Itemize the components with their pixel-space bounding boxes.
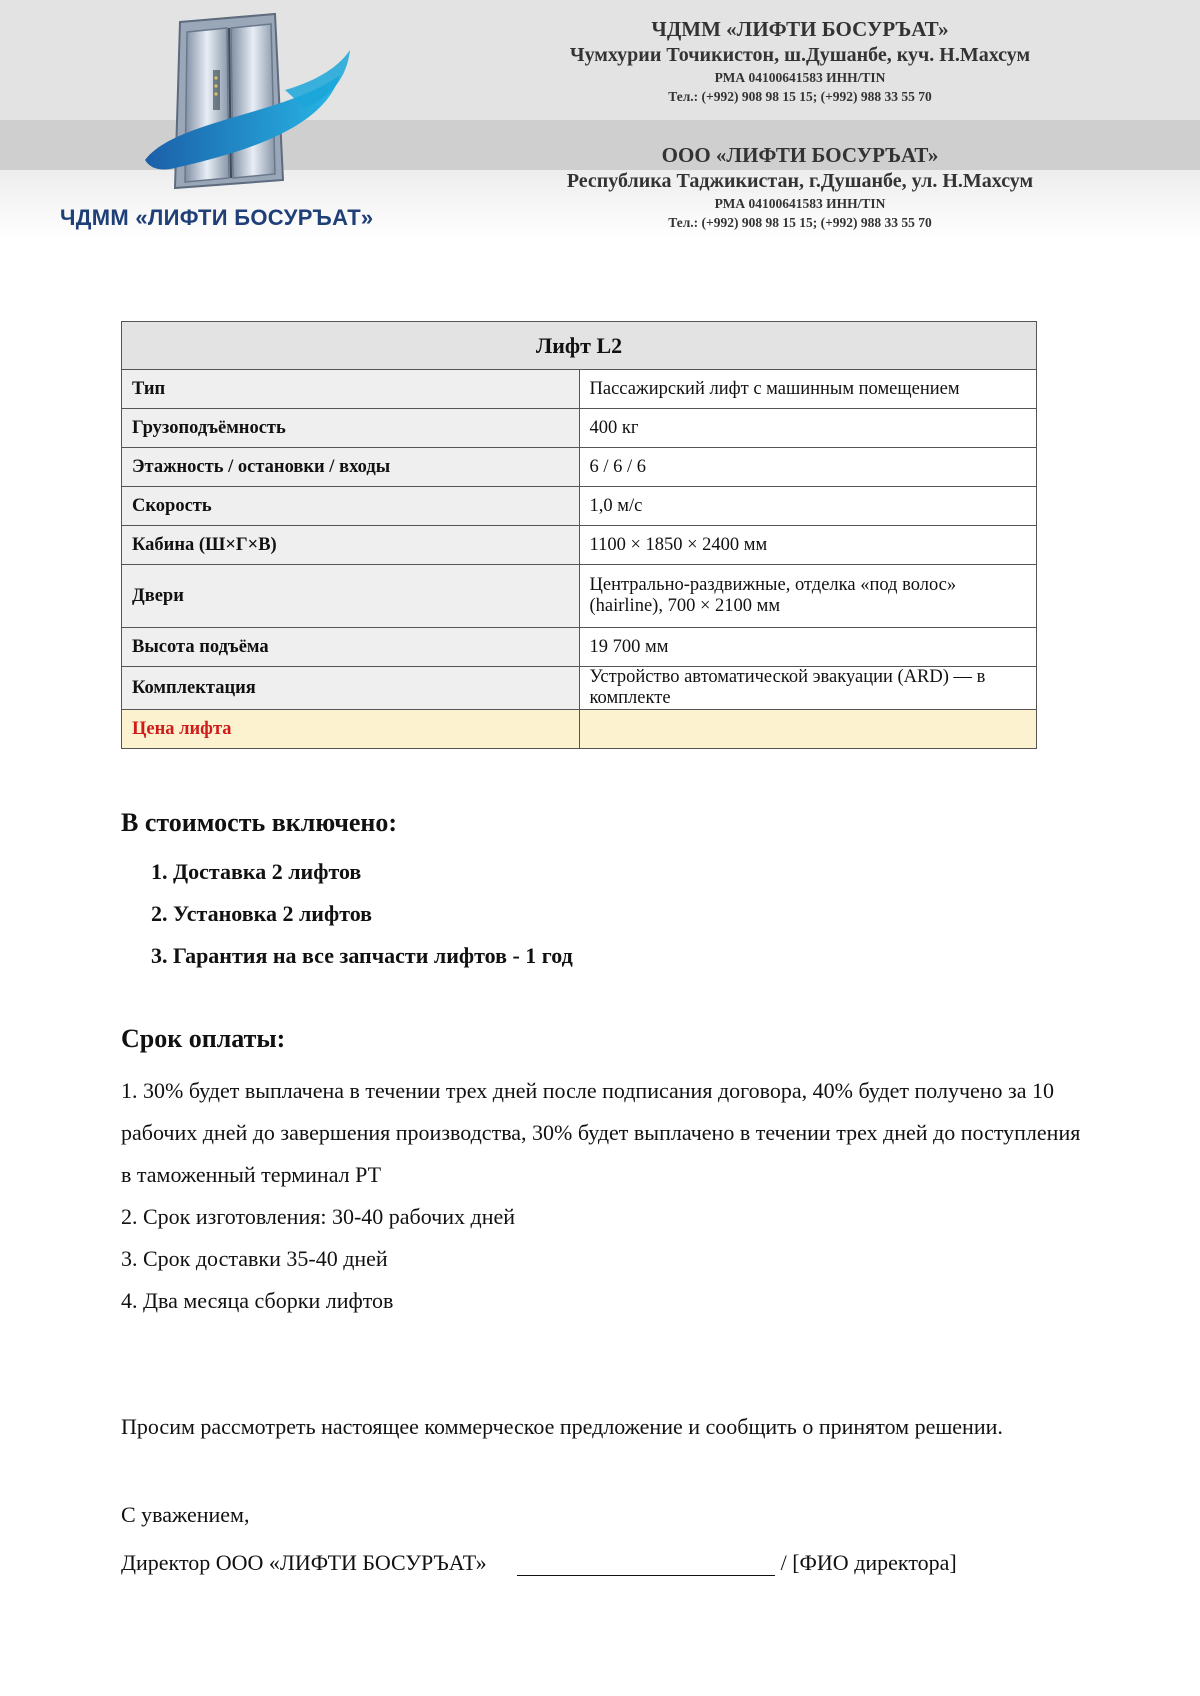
spec-value: 6 / 6 / 6: [579, 448, 1037, 487]
price-value: [579, 710, 1037, 749]
spec-table-title: Лифт L2: [122, 322, 1037, 370]
spec-value: Центрально-раздвижные, отделка «под волос» (hairline), 700 × 2100 мм: [579, 565, 1037, 628]
logo-caption: ЧДММ «ЛИФТИ БОСУРЪАТ»: [60, 205, 374, 230]
company-phone-tajik: Тел.: (+992) 908 98 15 15; (+992) 988 33 55 70: [668, 89, 932, 104]
spec-value: 1100 × 1850 × 2400 мм: [579, 526, 1037, 565]
spec-row: [122, 448, 1037, 487]
list-item: 1. Доставка 2 лифтов: [151, 859, 362, 884]
spec-value: 1,0 м/с: [579, 487, 1037, 526]
payment-term: 2. Срок изготовления: 30-40 рабочих дней: [121, 1204, 516, 1229]
spec-value: 19 700 мм: [579, 628, 1037, 667]
spec-value: 400 кг: [579, 409, 1037, 448]
payment-term: 4. Два месяца сборки лифтов: [121, 1288, 394, 1313]
spec-key: Грузоподъёмность: [122, 409, 580, 448]
signature-line: [517, 1553, 775, 1576]
payment-term: 3. Срок доставки 35-40 дней: [121, 1246, 388, 1271]
spec-row: [122, 628, 1037, 667]
closing-regards: С уважением,: [121, 1502, 250, 1527]
company-phone-russian: Тел.: (+992) 908 98 15 15; (+992) 988 33 55 70: [668, 215, 932, 230]
spec-key: Высота подъёма: [122, 628, 580, 667]
price-label: Цена лифта: [122, 710, 580, 749]
company-registration-tajik: РМА 04100641583 ИНН/TIN: [714, 70, 886, 85]
spec-key: Двери: [122, 565, 580, 628]
spec-row: [122, 667, 1037, 710]
spec-key: Этажность / остановки / входы: [122, 448, 580, 487]
spec-row: [122, 565, 1037, 628]
included-heading: В стоимость включено:: [121, 808, 398, 837]
spec-row: [122, 526, 1037, 565]
director-name-placeholder: / [ФИО директора]: [780, 1550, 957, 1575]
spec-value: Устройство автоматической эвакуации (ARD) — в комплекте: [579, 667, 1037, 710]
company-registration-russian: РМА 04100641583 ИНН/TIN: [714, 196, 886, 211]
company-address-russian: Республика Таджикистан, г.Душанбе, ул. Н.Махсум: [566, 170, 1034, 192]
payment-term: 1. 30% будет выплачена в течении трех дней после подписания договора, 40% будет получено за 10 рабочих дней до завершения производства, 30% будет выплачено в течении трех дней до поступления в таможенный терминал РТ: [121, 1078, 1081, 1187]
payment-terms: [121, 1070, 1081, 1322]
spec-row: [122, 487, 1037, 526]
elevator-spec-table: [121, 321, 1037, 749]
price-row: [122, 710, 1037, 749]
company-name-tajik: ЧДММ «ЛИФТИ БОСУРЪАТ»: [651, 17, 949, 41]
spec-row: [122, 370, 1037, 409]
letterhead: [0, 0, 1200, 240]
closing-request: Просим рассмотреть настоящее коммерческое предложение и сообщить о принятом решении.: [121, 1414, 1003, 1439]
elevator-logo-icon: [135, 10, 360, 200]
payment-heading: Срок оплаты:: [121, 1024, 286, 1053]
signature-block: [121, 1550, 957, 1576]
spec-key: Скорость: [122, 487, 580, 526]
list-item: 3. Гарантия на все запчасти лифтов - 1 год: [151, 943, 573, 968]
spec-value: Пассажирский лифт с машинным помещением: [579, 370, 1037, 409]
spec-key: Тип: [122, 370, 580, 409]
company-address-tajik: Чумхурии Точикистон, ш.Душанбе, куч. Н.Махсум: [569, 44, 1031, 66]
spec-key: Комплектация: [122, 667, 580, 710]
contact-block-russian: [520, 142, 1080, 232]
list-item: 2. Установка 2 лифтов: [151, 901, 373, 926]
spec-key: Кабина (Ш×Г×В): [122, 526, 580, 565]
company-name-russian: ООО «ЛИФТИ БОСУРЪАТ»: [661, 143, 939, 167]
contact-block-tajik: [520, 16, 1080, 106]
included-list: [151, 851, 573, 977]
signer-title: Директор ООО «ЛИФТИ БОСУРЪАТ»: [121, 1550, 487, 1575]
spec-row: [122, 409, 1037, 448]
